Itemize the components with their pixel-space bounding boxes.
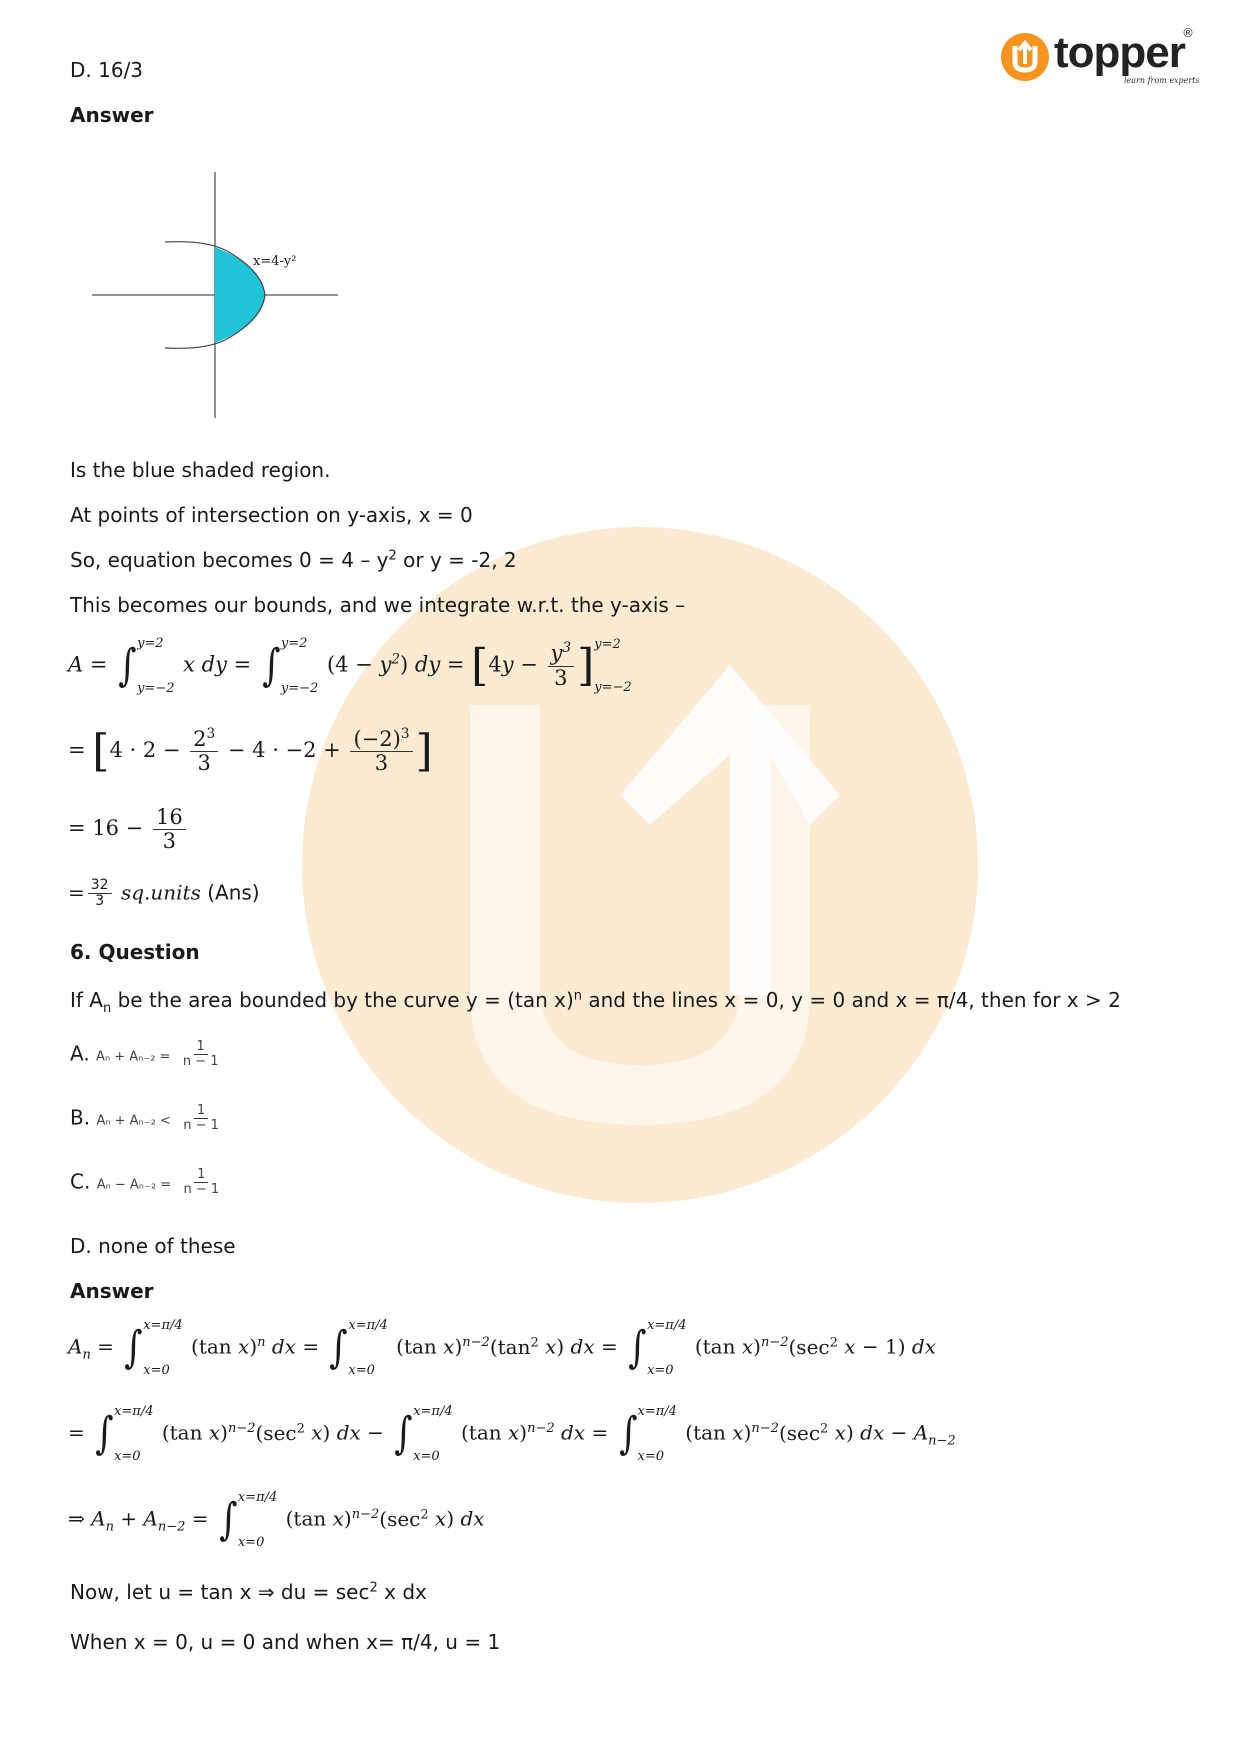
answer-heading-1: Answer bbox=[70, 103, 154, 127]
solution-line-3: So, equation becomes $0 = 4 - y^2$ or y = -2, 2 bbox=[70, 548, 517, 572]
option-c[interactable]: C. Aₙ − Aₙ₋₂ = $\frac{1}{n - 1}$ bbox=[70, 1167, 220, 1198]
solution-line-2: At points of intersection on y-axis, x = 0 bbox=[70, 503, 473, 527]
answer-heading-2: Answer bbox=[70, 1279, 154, 1303]
topper-logo[interactable] bbox=[1000, 28, 1200, 92]
option-d[interactable]: D. none of these bbox=[70, 1234, 236, 1258]
solution-line-4: This becomes our bounds, and we integrate w.r.t. the y-axis – bbox=[70, 593, 686, 617]
logo-text: topper bbox=[1054, 28, 1185, 77]
reduction-line-2: = ∫ x=π/4 x=0 (tan $x)^{n-2}(\sec^2$ x) dx − ∫ x=π/4 x=0 (tan x)$^{n-2}$ dx = ∫ x=π/4 x=0 (tan $x)^{n-2}(\sec^2$ x) dx − $A_{n-2}$ bbox=[68, 1404, 956, 1464]
substitution-line: Now, let u = tan x ⇒ du = $\sec^2 x$ dx bbox=[70, 1580, 427, 1604]
option-b[interactable]: B. Aₙ + Aₙ₋₂ < $\frac{1}{n - 1}$ bbox=[70, 1103, 219, 1134]
question-6-text: If $A_n$ be the area bounded by the curve y = (tan x)$^n$ and the lines x = 0, y = 0 and x = π/4, then for x > 2 bbox=[70, 988, 1121, 1016]
final-answer-1: = $\frac{32}{3}$ sq.units (Ans) bbox=[68, 877, 260, 910]
question-6-title: 6. Question bbox=[70, 940, 200, 964]
option-a[interactable]: A. Aₙ + Aₙ₋₂ = $\frac{1}{n - 1}$ bbox=[70, 1039, 219, 1070]
watermark bbox=[300, 525, 980, 1205]
bounds-line: When x = 0, u = 0 and when x= π/4, u = 1 bbox=[70, 1630, 501, 1654]
reduction-line-3: ⇒ $A_n + A_{n-2}$ = ∫ x=π/4 x=0 (tan $x)^{n-2}(\sec^2$ x) dx bbox=[68, 1490, 485, 1550]
evaluation-step-2: = 16 − $\frac{16}{3}$ bbox=[68, 806, 189, 853]
logo-registered-mark: ® bbox=[1182, 26, 1194, 40]
logo-circle-icon bbox=[1000, 32, 1050, 82]
evaluation-step-1: = [4 · 2 − $\frac{2^3}{3}$ − 4 · −2 + $\frac{(-2)^3}{3}$ ] bbox=[68, 725, 433, 777]
previous-option-d: D. 16/3 bbox=[70, 58, 144, 82]
parabola-figure bbox=[90, 170, 350, 420]
area-integral-equation: A = ∫ y=2 y=−2 x dy = ∫ y=2 y=−2 $(4 - y^2)$ dy = [4y − $\frac{y^3}{3}$ ] y=2 y=−2 bbox=[68, 636, 632, 696]
logo-tagline: learn from experts bbox=[1124, 76, 1200, 85]
solution-line-1: Is the blue shaded region. bbox=[70, 458, 331, 482]
curve-label: x=4-y² bbox=[253, 254, 297, 269]
reduction-line-1: $A_n$ = ∫ x=π/4 x=0 (tan x)$^n$ dx = ∫ x=π/4 x=0 (tan $x)^{n-2}(\tan^2$ x) dx = ∫ x=π/4 x=0 (tan $x)^{n-2}(\sec^2$ x − 1) dx bbox=[68, 1318, 936, 1378]
